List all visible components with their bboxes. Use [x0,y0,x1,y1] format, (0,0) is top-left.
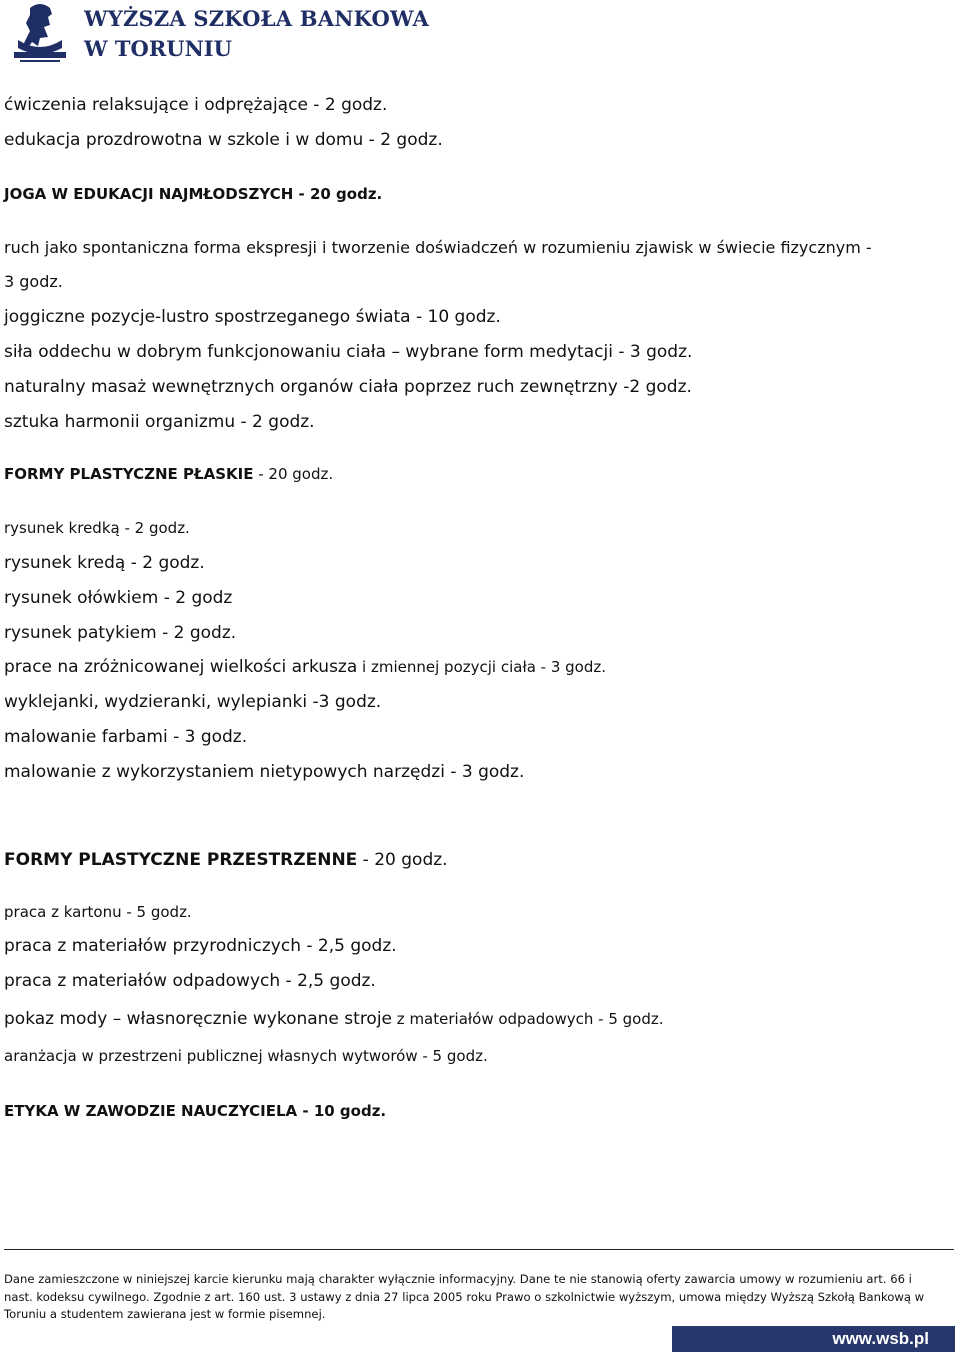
section-heading-hours: - 20 godz. [253,465,334,483]
text-line: edukacja prozdrowotna w szkole i w domu - 2 godz. [4,130,443,150]
footer-disclaimer: Dane zamieszczone w niniejszej karcie kierunku mają charakter wyłącznie informacyjny. Dane te nie stanowią oferty zawarcia umowy w rozumieniu art. 66 i nast. kodeksu cywilnego. Zgodnie z art. 160 ust. 3 ustawy z dnia 27 lipca 2005 roku Prawo o szkolnictwie wyższym, umowa między Wyższą Szkołą Bankową w Toruniu a studentem zawierana jest w formie pisemnej. [4,1272,925,1321]
text-line: ćwiczenia relaksujące i odprężające - 2 godz. [4,95,388,115]
text-line: wyklejanki, wydzieranki, wylepianki -3 godz. [4,692,382,712]
logo-line-2: W TORUNIU [84,36,232,61]
text-segment: i zmiennej pozycji ciała - 3 godz. [357,658,607,676]
website-link[interactable]: www.wsb.pl [672,1326,955,1352]
text-line: joggiczne pozycje-lustro spostrzeganego świata - 10 godz. [4,307,501,327]
section-heading [4,850,448,870]
text-line: rysunek patykiem - 2 godz. [4,623,237,643]
university-emblem-icon [8,0,72,66]
text-line: praca z kartonu - 5 godz. [4,903,192,921]
text-line: siła oddechu w dobrym funkcjonowaniu ciała – wybrane form medytacji - 3 godz. [4,342,693,362]
text-line: naturalny masaż wewnętrznych organów ciała poprzez ruch zewnętrzny -2 godz. [4,377,692,397]
text-line [4,657,606,677]
section-heading [4,465,333,483]
text-line: praca z materiałów przyrodniczych - 2,5 godz. [4,936,397,956]
section-heading-title: FORMY PLASTYCZNE PRZESTRZENNE [4,850,358,870]
text-line: rysunek ołówkiem - 2 godz [4,588,233,608]
text-line: rysunek kredą - 2 godz. [4,553,205,573]
text-line: rysunek kredką - 2 godz. [4,519,190,537]
text-segment: prace na zróżnicowanej wielkości arkusza [4,657,358,677]
text-line: praca z materiałów odpadowych - 2,5 godz. [4,971,376,991]
text-line: 3 godz. [4,272,63,291]
header [4,0,429,70]
logo-line-1: WYŻSZA SZKOŁA BANKOWA [84,6,429,31]
text-line: malowanie farbami - 3 godz. [4,727,248,747]
section-heading: JOGA W EDUKACJI NAJMŁODSZYCH - 20 godz. [4,185,383,203]
text-line: aranżacja w przestrzeni publicznej własnych wytworów - 5 godz. [4,1047,488,1065]
text-line: malowanie z wykorzystaniem nietypowych narzędzi - 3 godz. [4,762,525,782]
text-segment: pokaz mody – własnoręcznie wykonane stroje [4,1009,393,1029]
text-line [4,1009,664,1029]
section-heading-title: FORMY PLASTYCZNE PŁASKIE [4,465,254,483]
text-line: sztuka harmonii organizmu - 2 godz. [4,412,315,432]
text-segment: z materiałów odpadowych - 5 godz. [392,1010,664,1028]
section-heading-hours: - 20 godz. [357,850,448,870]
section-heading: ETYKA W ZAWODZIE NAUCZYCIELA - 10 godz. [4,1102,387,1120]
text-line: ruch jako spontaniczna forma ekspresji i tworzenie doświadczeń w rozumieniu zjawisk w świecie fizycznym - [4,238,872,257]
footer-divider [4,1249,954,1250]
